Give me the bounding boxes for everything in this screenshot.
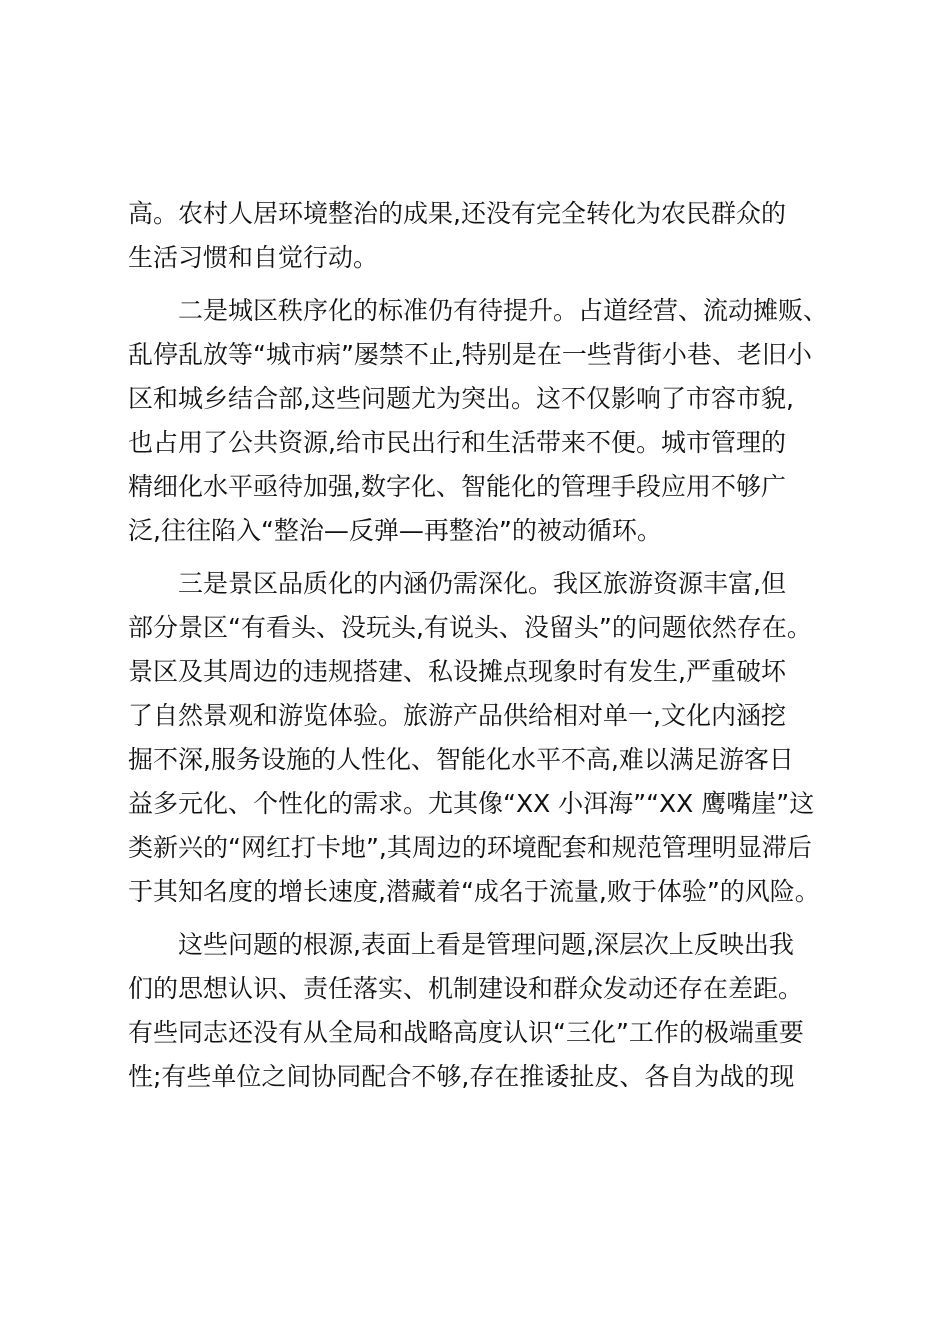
text-line: 性;有些单位之间协同配合不够,存在推诿扯皮、各自为战的现: [128, 1062, 795, 1091]
text-line: 们的思想认识、责任落实、机制建设和群众发动还存在差距。: [128, 974, 804, 1003]
paragraph-3: [128, 562, 828, 914]
text-line: 三是景区品质化的内涵仍需深化。我区旅游资源丰富,但: [178, 569, 786, 598]
text-line: 益多元化、个性化的需求。尤其像“XX 小洱海”“XX 鹰嘴崖”这: [128, 789, 815, 818]
text-line: 泛,往往陷入“整治—反弹—再整治”的被动循环。: [128, 516, 662, 545]
text-line: 二是城区秩序化的标准仍有待提升。占道经营、流动摊贩、: [178, 296, 829, 325]
text-line: 部分景区“有看头、没玩头,有说头、没留头”的问题依然存在。: [128, 613, 812, 642]
paragraph-2: [128, 289, 828, 553]
text-line: 掘不深,服务设施的人性化、智能化水平不高,难以满足游客日: [128, 745, 794, 774]
text-line: 高。农村人居环境整治的成果,还没有完全转化为农民群众的: [128, 199, 786, 228]
text-line: 区和城乡结合部,这些问题尤为突出。这不仅影响了市容市貌,: [128, 384, 794, 413]
text-line: 这些问题的根源,表面上看是管理问题,深层次上反映出我: [178, 930, 794, 959]
paragraph-4: [128, 923, 828, 1099]
paragraph-1: [128, 192, 828, 280]
text-line: 精细化水平亟待加强,数字化、智能化的管理手段应用不够广: [128, 472, 786, 501]
text-line: 乱停乱放等“城市病”屡禁不止,特别是在一些背街小巷、老旧小: [128, 340, 812, 369]
text-line: 景区及其周边的违规搭建、私设摊点现象时有发生,严重破坏: [128, 657, 786, 686]
text-line: 有些同志还没有从全局和战略高度认识“三化”工作的极端重要: [128, 1018, 804, 1047]
text-line: 类新兴的“网红打卡地”,其周边的环境配套和规范管理明显滞后: [128, 833, 812, 862]
text-line: 生活习惯和自觉行动。: [128, 243, 379, 272]
text-line: 于其知名度的增长速度,潜藏着“成名于流量,败于体验”的风险。: [128, 877, 820, 906]
text-line: 也占用了公共资源,给市民出行和生活带来不便。城市管理的: [128, 428, 786, 457]
text-line: 了自然景观和游览体验。旅游产品供给相对单一,文化内涵挖: [128, 701, 786, 730]
document-body: [128, 192, 828, 1099]
